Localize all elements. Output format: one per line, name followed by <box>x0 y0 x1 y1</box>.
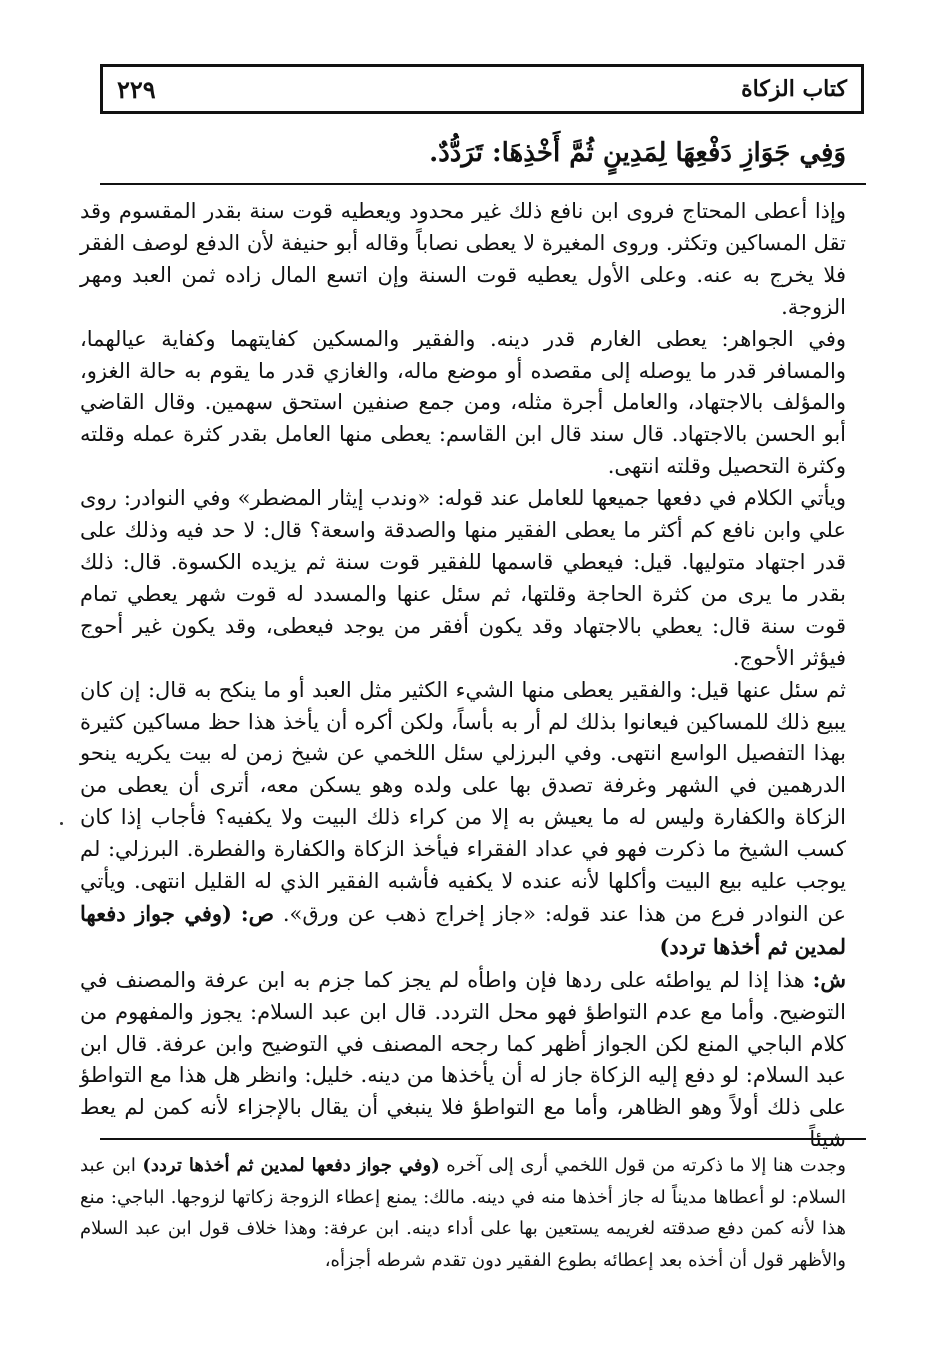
commentary-paragraph <box>80 675 846 964</box>
footnote-paragraph <box>80 1150 846 1276</box>
matn-text: وَفِي جَوَازِ دَفْعِهَا لِمَدِينٍ ثُمَّ أَخْذِهَا: تَرَدُّدٌ. <box>429 138 846 168</box>
page-header <box>100 64 864 114</box>
matn-quote: (وفي جواز دفعها لمدين ثم أخذها تردد) <box>80 900 846 959</box>
chapter-title: كتاب الزكاة <box>741 76 847 102</box>
footnote-intro: وجدت هنا إلا ما ذكرته من قول اللخمي أرى إلى آخره <box>446 1155 847 1176</box>
commentary-paragraph: وفي الجواهر: يعطى الغارم قدر دينه. والفقير والمسكين كفايتهما وكفاية عيالهما، والمسافر قدر ما يوصله إلى مقصده أو موضع ماله، والغازي قدر ما يقوم به حالة الغزو، والمؤلف بالاجتهاد، والعامل أجرة مثله، ومن جمع صنفين استحق سهمين. وقال القاضي أبو الحسن بالاجتهاد. قال سند قال ابن القاسم: يعطى منها العامل بقدر كثرة عمله وقلته وكثرة التحصيل وقلته انتهى. <box>80 326 846 479</box>
commentary-paragraph: ويأتي الكلام في دفعها جميعها للعامل عند قوله: «وندب إيثار المضطر» وفي النوادر: روى علي وابن نافع كم أكثر ما يعطى الفقير منها والصدقة واسعة؟ قال: لا حد فيه وذلك على قدر اجتهاد متوليها. قيل: فيعطي قاسمها للفقير قوت سنة ثم يزيده الكسوة. قال: ذلك بقدر ما يرى من كثرة الحاجة وقلتها، ثم سئل عنها والمسدد له قوت شهر يعطي تمام قوت سنة قال: يعطي بالاجتهاد وقد يكون أفقر من يوجد فيعطى، وقد يكون غير أحوج فيؤثر الأحوج. <box>80 486 846 670</box>
commentary-paragraph-text: هذا إذا لم يواطئه على ردها فإن واطأه لم يجز كما جزم به ابن عرفة والمصنف في التوضيح. وأما مع عدم التواطؤ فهو محل التردد. قال ابن عبد السلام: يجوز والمفهوم من كلام الباجي المنع لكن الجواز أظهر كما رجحه المصنف في التوضيح وابن عرفة. قال ابن عبد السلام: لو دفع إليه الزكاة جاز له أن يأخذها من دينه. خليل: وانظر هل هذا مع التواطؤ على ذلك أولاً وهو الظاهر، وأما مع التواطؤ فلا ينبغي أن يقال بالإجزاء لأنه كمن لم يعط شيئاً <box>80 967 846 1152</box>
footnote-rest: ابن عبد السلام: لو أعطاها مديناً له جاز أخذها منه في دينه. مالك: يمنع إعطاء الزوجة زكاتها لزوجها. الباجي: منع هذا لأنه كمن دفع صدقته لغريمه يستعين بها على أداء دينه. ابن عرفة: وهذا خلاف قول ابن عبد السلام والأظهر قول أن أخذه بعد إعطائه بطوع الفقير دون تقدم شرطه أجزأه، <box>80 1155 846 1271</box>
commentary-body <box>80 196 846 1156</box>
commentary-paragraph-text: ثم سئل عنها قيل: والفقير يعطى منها الشيء الكثير مثل العبد أو ما ينكح به قال: إن كان يبيع ذلك للمساكين فيعانوا بذلك لم أر به بأساً، ولكن أكره أن يأخذ هذا حظ مساكين كثيرة بهذا التفصيل الواسع انتهى. وفي البرزلي سئل اللخمي عن شيخ زمن له بيت يكريه ينحو الدرهمين في الشهر وغرفة تصدق بها على ولده وهو يسكن معه، أترى أن يعطى من الزكاة والكفارة وليس له ما يعيش به إلا من كراء ذلك البيت ولا يكفيه؟ فأجاب إذا كان كسب الشيخ ما ذكرت فهو في عداد الفقراء فيأخذ الزكاة والكفارة والفطرة. البرزلي: لم يوجب عليه بيع البيت وأكلها لأنه عنده لا يكفيه فأشبه الفقير الذي له القليل انتهى. ويأتي عن النوادر فرع من هذا عند قوله: «جاز إخراج ذهب عن ورق». <box>80 677 846 926</box>
commentary-paragraph <box>80 964 846 1156</box>
page-number: ٢٢٩ <box>117 74 156 104</box>
sad-label: ص: <box>240 900 274 926</box>
shin-label: ش: <box>812 966 846 992</box>
footnote <box>80 1150 846 1276</box>
commentary-paragraph: وإذا أعطى المحتاج فروى ابن نافع ذلك غير محدود ويعطيه قوت سنة بقدر المقسوم وقد تقل المساكين وتكثر. وروى المغيرة لا يعطى نصاباً وقاله أبو حنيفة لأن الدفع لوصف الفقر فلا يخرج به عنه. وعلى الأول يعطيه قوت السنة وإن اتسع المال زاده ثمن العبد ومهر الزوجة. <box>80 199 846 319</box>
footnote-quote: (وفي جواز دفعها لمدين ثم أخذها تردد) <box>142 1155 440 1176</box>
top-divider <box>100 183 866 185</box>
page-speck <box>60 822 63 825</box>
footnote-divider <box>100 1138 866 1140</box>
